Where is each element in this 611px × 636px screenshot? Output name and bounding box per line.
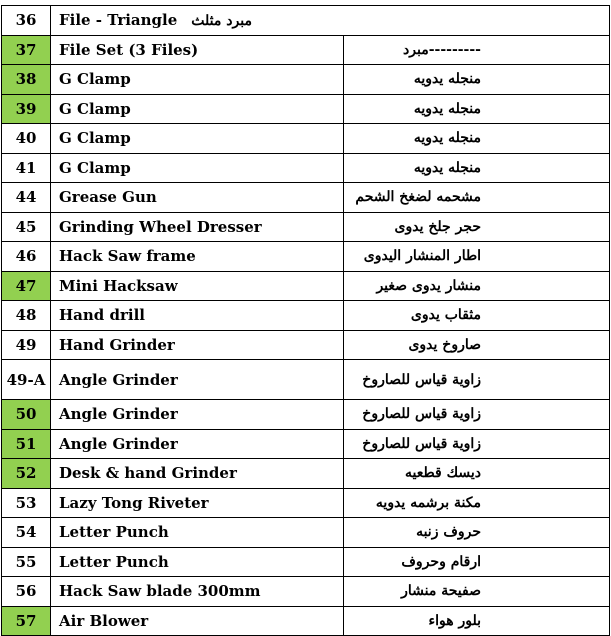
item-english-name: G Clamp [51,94,344,124]
item-number-cell: 53 [2,488,51,518]
table-row [2,271,610,301]
item-english-name: Hand drill [51,301,344,331]
item-arabic-name: ارقام وحروف [344,547,610,577]
item-number-cell: 52 [2,459,51,489]
item-arabic-name: منجله يدويه [344,153,610,183]
item-number-cell: 45 [2,212,51,242]
table-row [2,183,610,213]
item-number-cell: 40 [2,124,51,154]
item-arabic-name: بلور هواء [344,606,610,636]
item-english-name: Angle Grinder [51,400,344,430]
item-english-name: Angle Grinder [51,429,344,459]
table-row [2,35,610,65]
item-arabic-name: مكنة برشمه يدويه [344,488,610,518]
tools-table-body [2,6,610,636]
item-english-name: Letter Punch [51,547,344,577]
item-english-name: Mini Hacksaw [51,271,344,301]
item-english-name: G Clamp [51,153,344,183]
item-number-cell: 37 [2,35,51,65]
item-number-cell: 48 [2,301,51,331]
item-number-cell: 56 [2,577,51,607]
item-name-merged-cell [51,6,610,36]
item-english-name: Desk & hand Grinder [51,459,344,489]
item-english-name: Hack Saw blade 300mm [51,577,344,607]
table-row [2,330,610,360]
item-english-name: Grinding Wheel Dresser [51,212,344,242]
item-arabic-name: مثقاب يدوى [344,301,610,331]
table-row [2,400,610,430]
item-number-cell: 44 [2,183,51,213]
item-arabic-name: منجله يدويه [344,124,610,154]
table-row [2,65,610,95]
table-row [2,6,610,36]
item-arabic-name: زاوية قياس للصاروخ [344,429,610,459]
table-row [2,153,610,183]
item-english-name: File - Triangle [59,11,178,30]
table-row [2,124,610,154]
item-arabic-name: صاروخ يدوى [344,330,610,360]
item-number-cell: 38 [2,65,51,95]
table-row [2,301,610,331]
table-row [2,429,610,459]
item-number-cell: 50 [2,400,51,430]
item-arabic-name: حجر جلخ يدوى [344,212,610,242]
item-english-name: Grease Gun [51,183,344,213]
item-english-name: G Clamp [51,65,344,95]
item-arabic-name: مشحمه لضغخ الشحم [344,183,610,213]
item-arabic-name: منجله يدويه [344,65,610,95]
item-english-name: G Clamp [51,124,344,154]
table-row [2,577,610,607]
item-number-cell: 46 [2,242,51,272]
item-arabic-name: ديسك قطعيه [344,459,610,489]
item-arabic-name: حروف زنبه [344,518,610,548]
item-number-cell: 41 [2,153,51,183]
item-arabic-name: اطار المنشار اليدوى [344,242,610,272]
item-arabic-name: ---------مبرد [344,35,610,65]
item-number-cell: 39 [2,94,51,124]
item-number-cell: 36 [2,6,51,36]
item-english-name: Letter Punch [51,518,344,548]
table-row [2,360,610,400]
item-number-cell: 54 [2,518,51,548]
item-english-name: File Set (3 Files) [51,35,344,65]
table-row [2,242,610,272]
item-arabic-name: زاوية قياس للصاروخ [344,360,610,400]
table-row [2,459,610,489]
item-arabic-name: مبرد مثلث [191,13,252,30]
item-arabic-name: منجله يدويه [344,94,610,124]
item-number-cell: 47 [2,271,51,301]
item-number-cell: 51 [2,429,51,459]
table-row [2,488,610,518]
item-arabic-name: صفيحة منشار [344,577,610,607]
item-english-name: Lazy Tong Riveter [51,488,344,518]
item-number-cell: 55 [2,547,51,577]
item-english-name: Angle Grinder [51,360,344,400]
table-row [2,606,610,636]
item-number-cell: 57 [2,606,51,636]
item-number-cell: 49-A [2,360,51,400]
item-english-name: Hand Grinder [51,330,344,360]
table-row [2,212,610,242]
item-number-cell: 49 [2,330,51,360]
table-row [2,518,610,548]
item-arabic-name: زاوية قياس للصاروخ [344,400,610,430]
item-english-name: Air Blower [51,606,344,636]
item-arabic-name: منشار يدوى صغير [344,271,610,301]
table-row [2,94,610,124]
item-english-name: Hack Saw frame [51,242,344,272]
tools-table [1,5,610,636]
table-row [2,547,610,577]
